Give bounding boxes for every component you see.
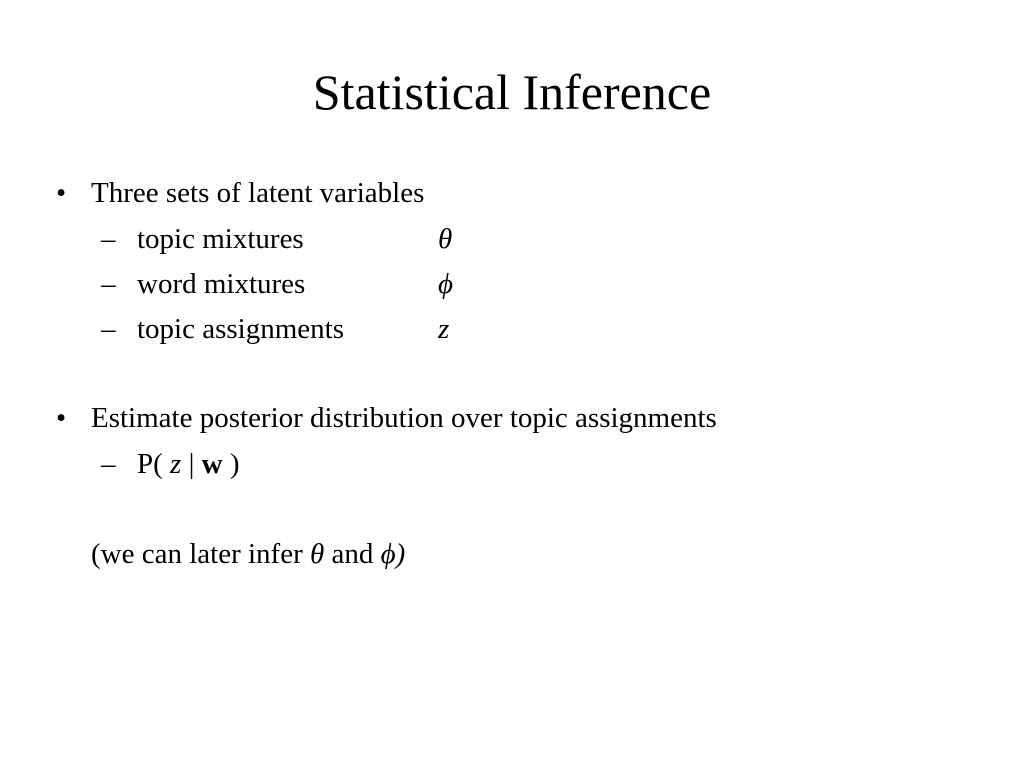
bullet-marker: • <box>56 177 67 209</box>
bullet-latent-variables: Three sets of latent variables <box>91 177 425 209</box>
sub-bullet-marker: – <box>101 313 116 345</box>
sub-bullet-topic-assignments-label: topic assignments <box>137 313 345 345</box>
theta-symbol: θ <box>438 223 453 255</box>
bullet-estimate-posterior: Estimate posterior distribution over topic assignments <box>91 402 717 434</box>
note-middle: and <box>324 538 381 570</box>
sub-bullet-topic-mixtures-label: topic mixtures <box>137 223 304 255</box>
sub-bullet-marker: – <box>101 223 116 255</box>
note-prefix: (we can later infer <box>91 538 310 570</box>
posterior-formula <box>137 446 240 482</box>
later-infer-note <box>91 536 405 572</box>
formula-open: P( <box>137 448 171 480</box>
phi-symbol: ϕ <box>438 268 454 300</box>
formula-w-variable: w <box>201 448 223 480</box>
bullet-marker: • <box>56 402 67 434</box>
note-suffix: ) <box>395 538 406 570</box>
slide-title: Statistical Inference <box>312 64 712 120</box>
note-theta-symbol: θ <box>309 538 325 570</box>
note-phi-symbol: ϕ <box>380 538 396 570</box>
sub-bullet-word-mixtures-label: word mixtures <box>137 268 306 300</box>
formula-given-bar: | <box>181 448 202 480</box>
formula-close: ) <box>222 448 240 480</box>
sub-bullet-marker: – <box>101 268 116 300</box>
sub-bullet-marker: – <box>101 448 116 480</box>
formula-z-variable: z <box>170 448 182 480</box>
z-symbol: z <box>438 313 450 345</box>
